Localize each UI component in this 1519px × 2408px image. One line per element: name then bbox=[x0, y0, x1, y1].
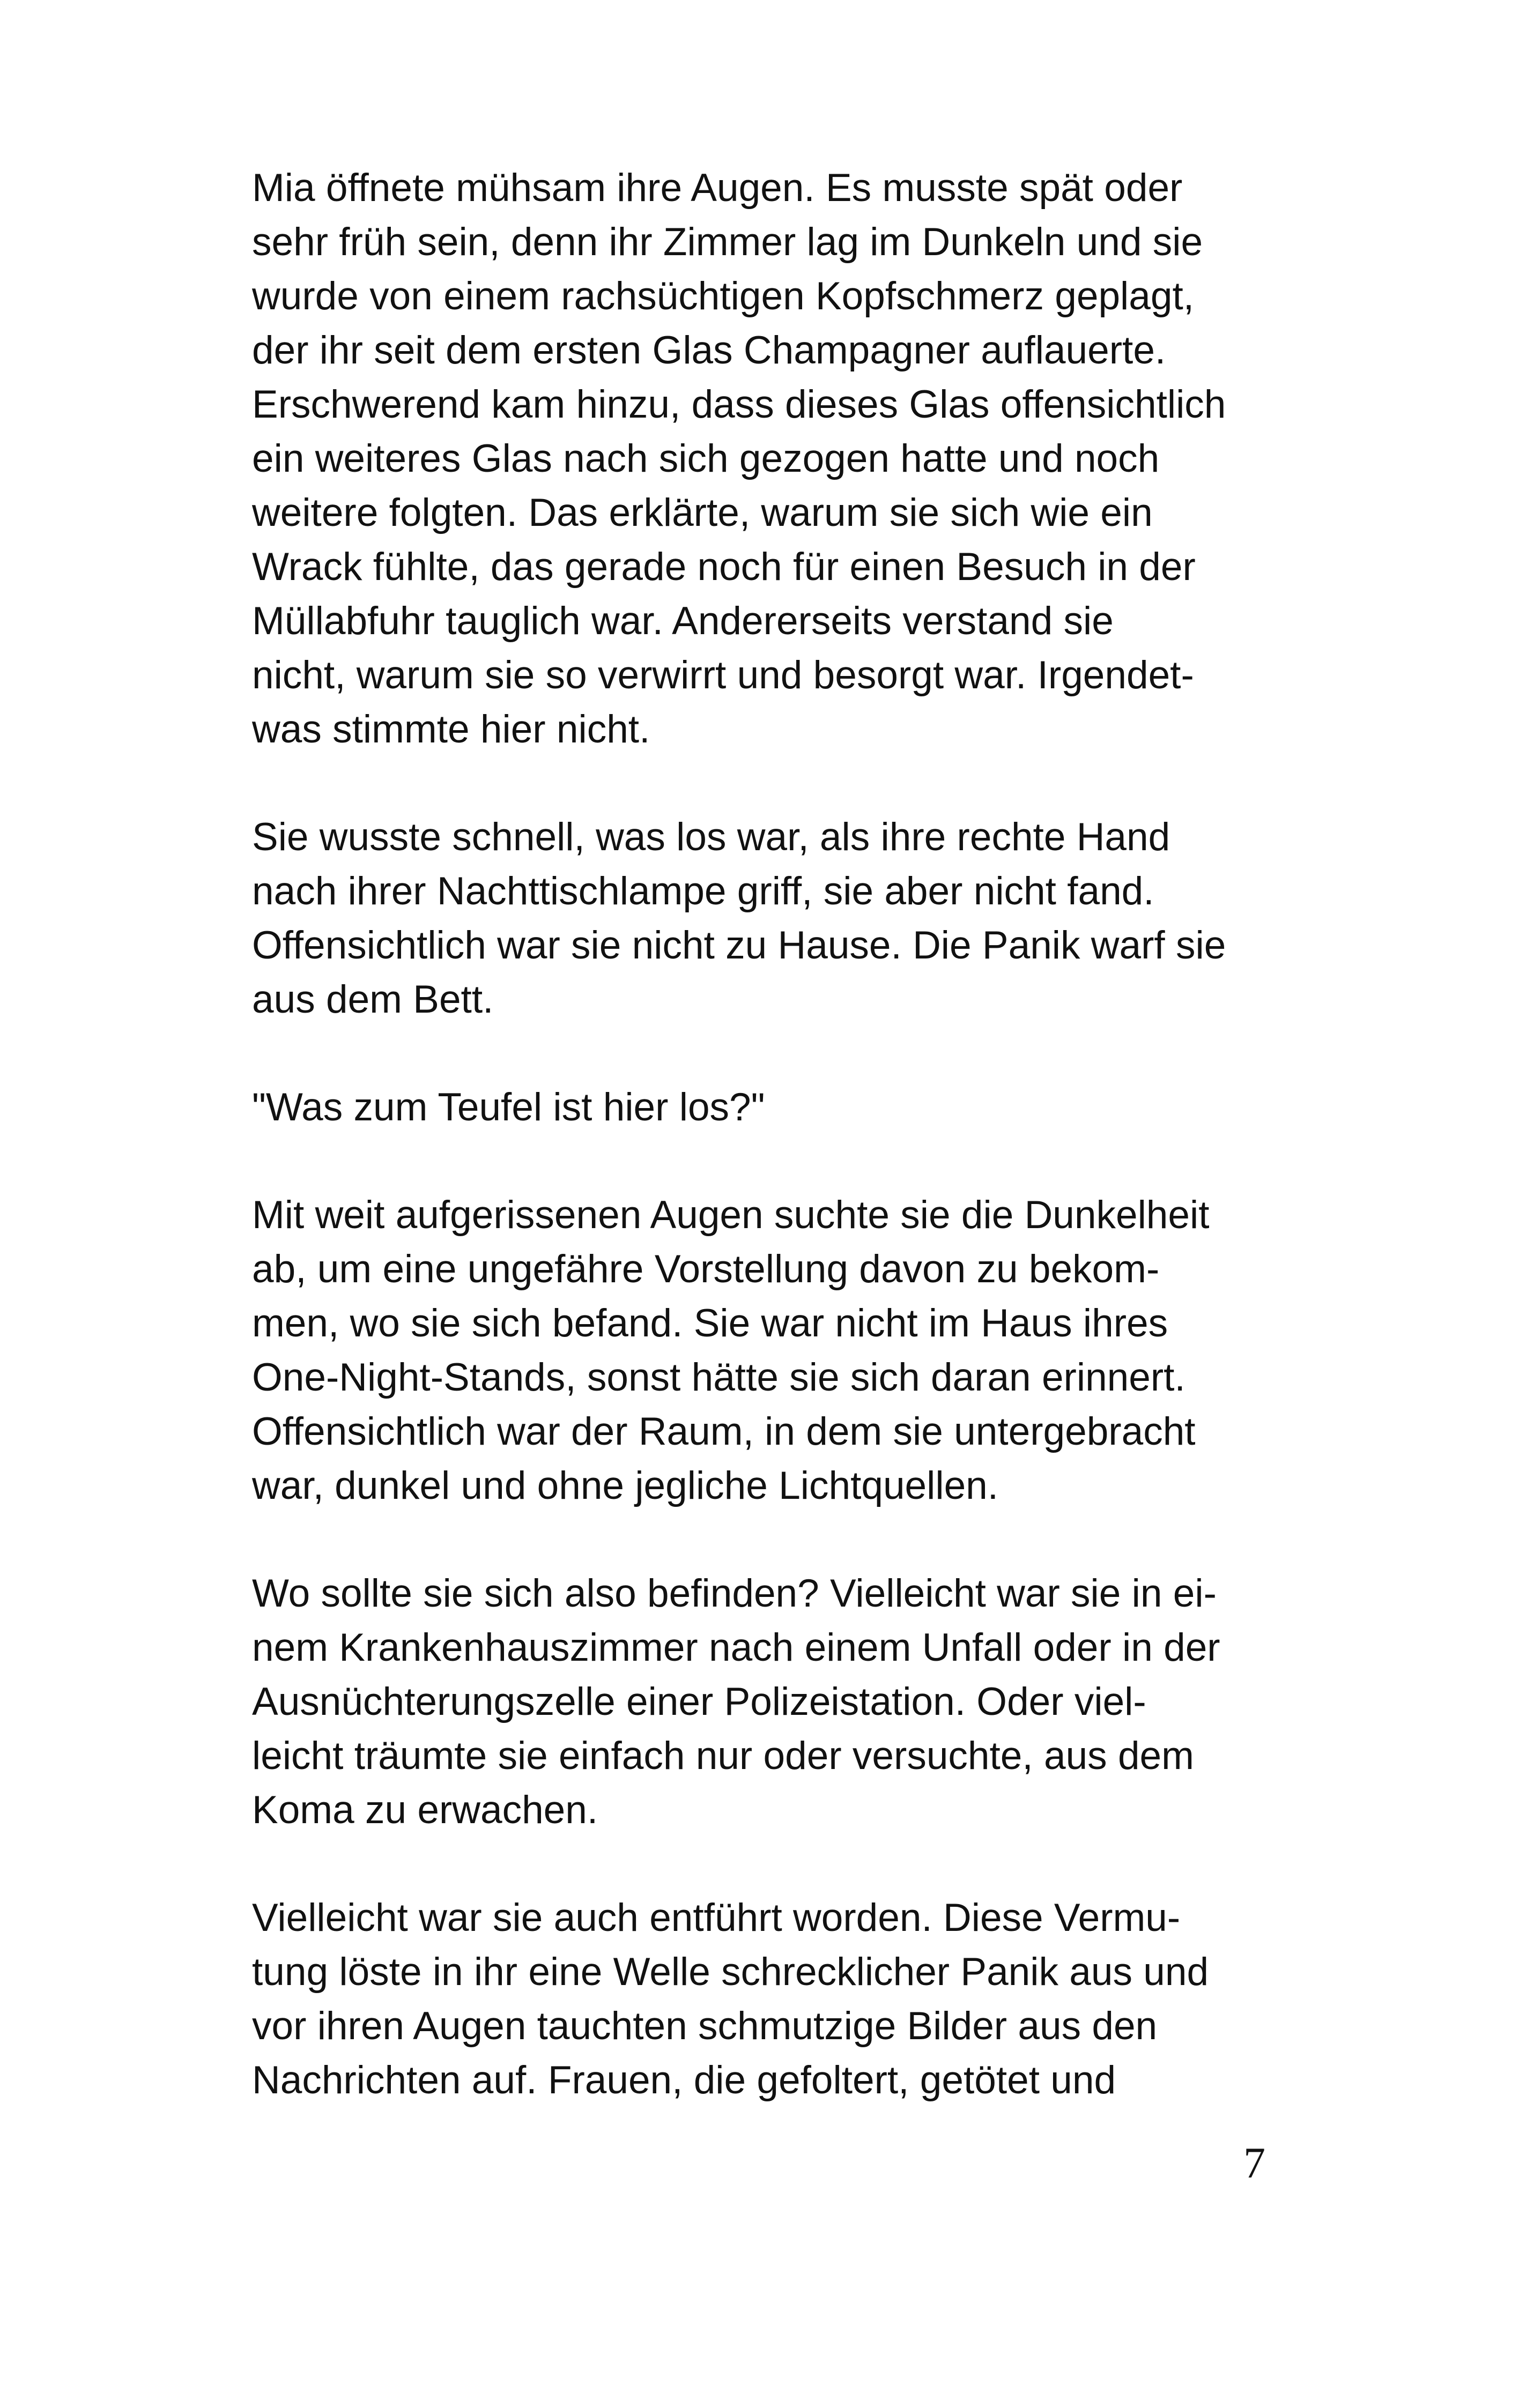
text-line: wurde von einem rachsüchtigen Kopfschmerz geplagt, bbox=[252, 274, 1195, 318]
paragraph bbox=[252, 1891, 1271, 2107]
text-line: ab, um eine ungefähre Vorstellung davon zu bekom- bbox=[252, 1247, 1160, 1291]
text-line: One-Night-Stands, sonst hätte sie sich daran erinnert. bbox=[252, 1356, 1185, 1399]
text-line: Wo sollte sie sich also befinden? Vielleicht war sie in ei- bbox=[252, 1572, 1217, 1615]
text-line: weitere folgten. Das erklärte, warum sie sich wie ein bbox=[252, 491, 1153, 534]
text-line: Offensichtlich war sie nicht zu Hause. Die Panik warf sie bbox=[252, 924, 1226, 967]
text-line: Koma zu erwachen. bbox=[252, 1788, 598, 1832]
page-number: 7 bbox=[1243, 2138, 1265, 2187]
text-line: Mit weit aufgerissenen Augen suchte sie die Dunkelheit bbox=[252, 1193, 1210, 1237]
text-line: tung löste in ihr eine Welle schrecklicher Panik aus und bbox=[252, 1950, 1209, 1994]
text-line: was stimmte hier nicht. bbox=[252, 708, 650, 751]
body-text bbox=[252, 161, 1271, 2107]
text-line: aus dem Bett. bbox=[252, 978, 494, 1021]
text-line: Erschwerend kam hinzu, dass dieses Glas offensichtlich bbox=[252, 383, 1226, 426]
text-line: ein weiteres Glas nach sich gezogen hatte und noch bbox=[252, 437, 1160, 480]
text-line: nicht, warum sie so verwirrt und besorgt war. Irgendet- bbox=[252, 653, 1194, 697]
text-line: Wrack fühlte, das gerade noch für einen Besuch in der bbox=[252, 545, 1196, 589]
text-line: war, dunkel und ohne jegliche Lichtquellen. bbox=[252, 1464, 999, 1507]
text-line: vor ihren Augen tauchten schmutzige Bilder aus den bbox=[252, 2004, 1158, 2048]
text-line: Sie wusste schnell, was los war, als ihre rechte Hand bbox=[252, 815, 1170, 859]
text-line: "Was zum Teufel ist hier los?" bbox=[252, 1086, 765, 1129]
text-line: Nachrichten auf. Frauen, die gefoltert, getötet und bbox=[252, 2058, 1116, 2102]
text-line: Müllabfuhr tauglich war. Andererseits verstand sie bbox=[252, 599, 1114, 643]
paragraph bbox=[252, 1188, 1271, 1513]
paragraph bbox=[252, 161, 1271, 756]
text-line: leicht träumte sie einfach nur oder versuchte, aus dem bbox=[252, 1734, 1194, 1778]
text-line: sehr früh sein, denn ihr Zimmer lag im Dunkeln und sie bbox=[252, 220, 1203, 264]
text-line: Ausnüchterungszelle einer Polizeistation. Oder viel- bbox=[252, 1680, 1146, 1723]
text-line: nach ihrer Nachttischlampe griff, sie aber nicht fand. bbox=[252, 869, 1154, 913]
paragraph bbox=[252, 810, 1271, 1027]
paragraph bbox=[252, 1566, 1271, 1837]
text-line: Mia öffnete mühsam ihre Augen. Es musste spät oder bbox=[252, 166, 1183, 210]
text-line: Vielleicht war sie auch entführt worden. Diese Vermu- bbox=[252, 1896, 1181, 1939]
text-line: nem Krankenhauszimmer nach einem Unfall oder in der bbox=[252, 1626, 1220, 1669]
text-line: men, wo sie sich befand. Sie war nicht im Haus ihres bbox=[252, 1302, 1168, 1345]
text-line: Offensichtlich war der Raum, in dem sie untergebracht bbox=[252, 1410, 1196, 1453]
paragraph bbox=[252, 1080, 1271, 1134]
text-line: der ihr seit dem ersten Glas Champagner auflauerte. bbox=[252, 329, 1166, 372]
